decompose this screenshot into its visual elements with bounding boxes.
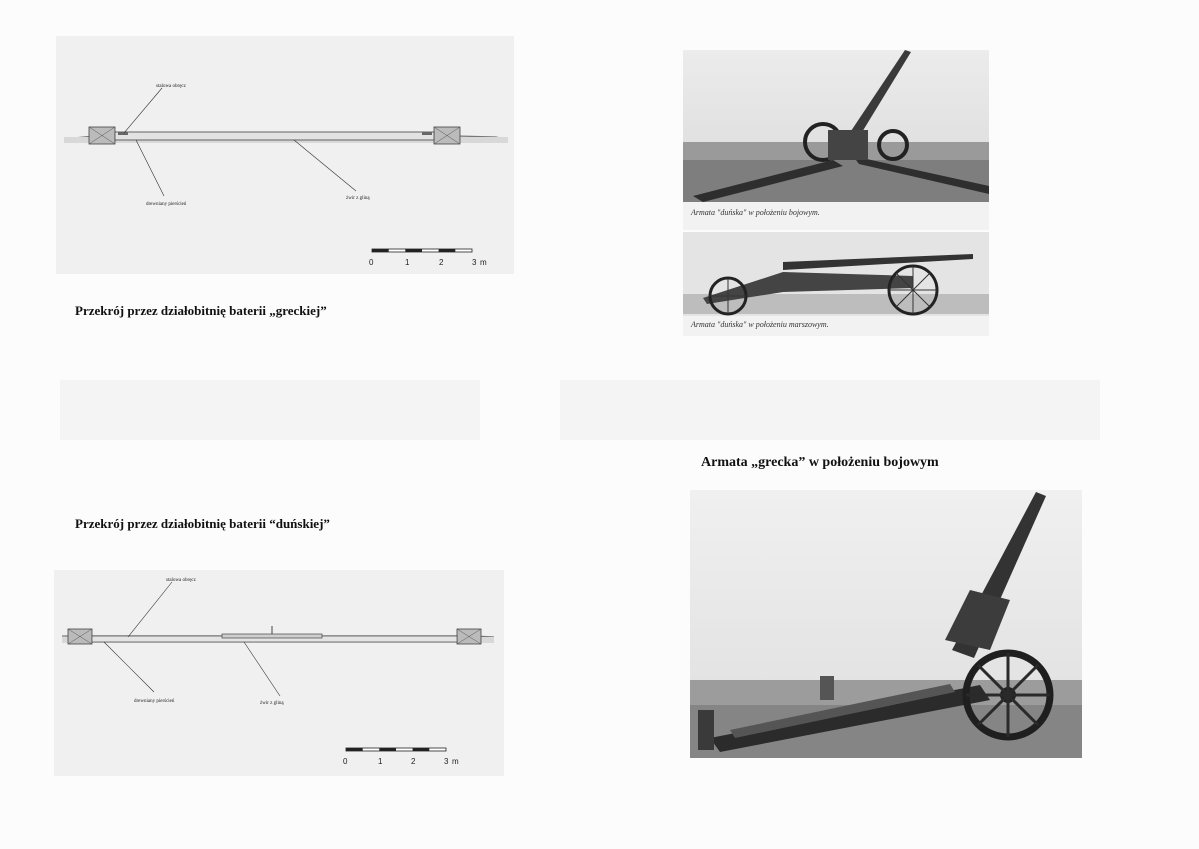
wood-label: drewniany pierścień [134, 699, 175, 704]
greek-section-caption: Przekrój przez działobitnię baterii „greckiej” [75, 303, 327, 318]
svg-text:m: m [452, 757, 459, 766]
wood-label: drewniany pierścień [146, 202, 187, 207]
danish-gun-march-photo [683, 232, 989, 336]
svg-text:2: 2 [411, 757, 416, 766]
svg-text:0: 0 [343, 757, 348, 766]
svg-text:1: 1 [405, 258, 410, 267]
svg-text:0: 0 [369, 258, 374, 267]
ring-label: stalowa obręcz [166, 578, 196, 583]
greek-section-diagram [56, 36, 514, 274]
bleed-through [560, 380, 1100, 440]
danish-gun-combat-photo [683, 50, 989, 230]
danish-march-caption: Armata "duńska" w położeniu marszowym. [691, 320, 829, 329]
danish-section-diagram [54, 570, 504, 776]
danish-combat-caption: Armata "duńska" w położeniu bojowym. [691, 208, 820, 217]
greek-gun-combat-photo [690, 490, 1082, 758]
svg-text:1: 1 [378, 757, 383, 766]
danish-section-caption: Przekrój przez działobitnię baterii “duńskiej” [75, 516, 330, 531]
ring-label: stalowa obręcz [156, 84, 186, 89]
gravel-label: żwir z gliną [346, 196, 370, 201]
svg-text:2: 2 [439, 258, 444, 267]
svg-text:3: 3 [472, 258, 477, 267]
bleed-through [60, 380, 480, 440]
svg-text:3: 3 [444, 757, 449, 766]
svg-text:m: m [480, 258, 487, 267]
gravel-label: żwir z gliną [260, 701, 284, 706]
greek-photo-caption: Armata „grecka” w położeniu bojowym [701, 455, 939, 470]
